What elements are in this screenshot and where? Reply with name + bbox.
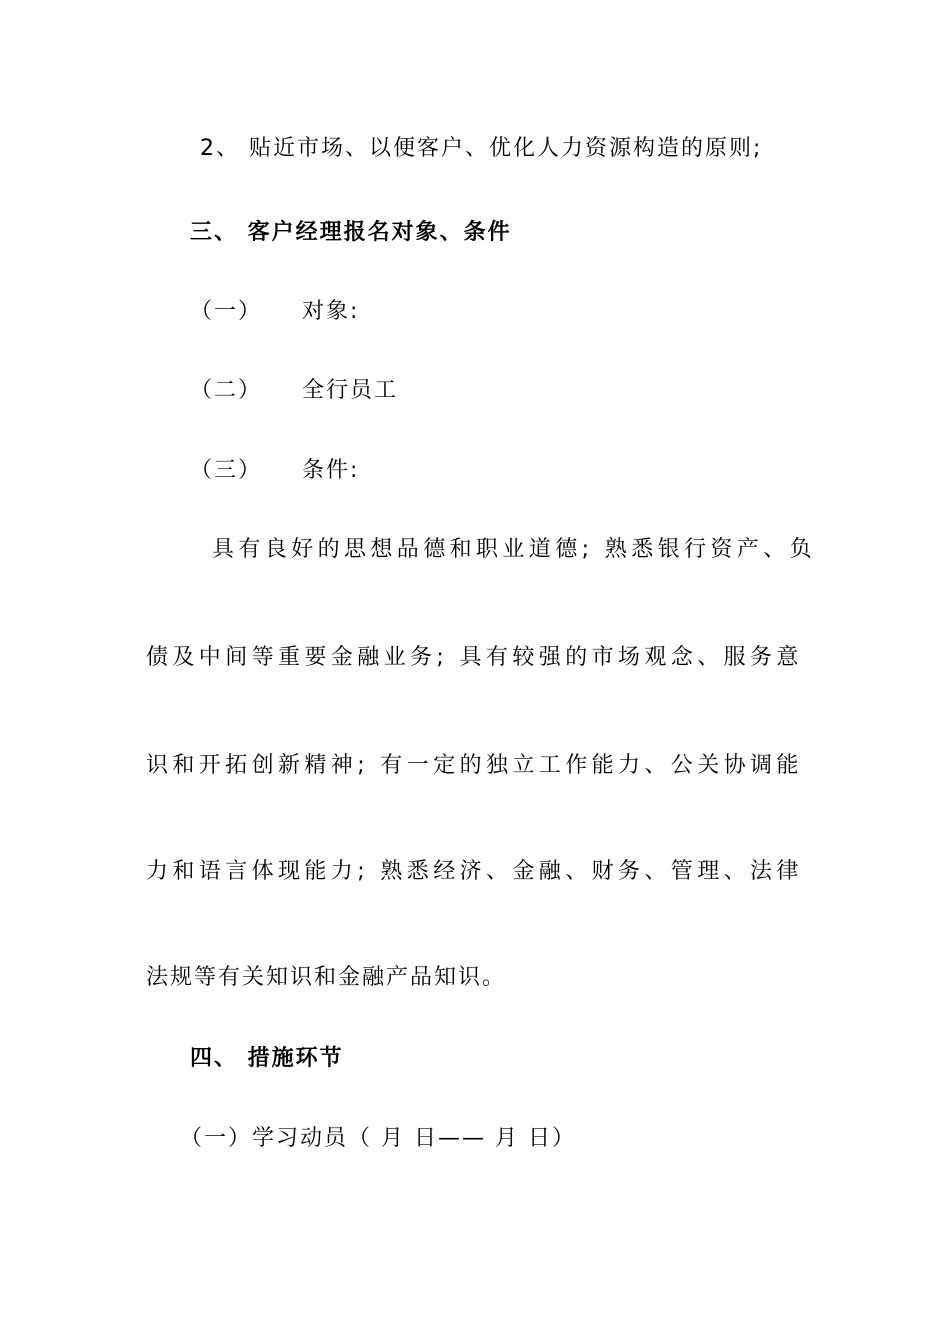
- sub-item-3-text: 条件:: [302, 458, 360, 483]
- sub-item-2-marker: （二）: [190, 378, 263, 403]
- paragraph-line: 识和开拓创新精神; 有一定的独立工作能力、公关协调能: [146, 753, 803, 778]
- list-item-2: 2、 贴近市场、以便客户、优化人力资源构造的原则;: [200, 136, 763, 161]
- conditions-paragraph: [146, 535, 817, 995]
- paragraph-line: 法规等有关知识和金融产品知识。: [146, 965, 507, 990]
- sub-item-1: [190, 297, 359, 327]
- sub-item-1-marker: （一）: [190, 299, 263, 324]
- step-1: （一）学习动员（ 月 日—— 月 日）: [180, 1126, 576, 1151]
- sub-item-2-text: 全行员工: [302, 378, 399, 403]
- paragraph-line: 债及中间等重要金融业务; 具有较强的市场观念、服务意: [146, 645, 803, 670]
- sub-item-3-marker: （三）: [190, 458, 263, 483]
- sub-item-1-text: 对象:: [302, 299, 360, 324]
- sub-item-2: [190, 376, 398, 406]
- paragraph-line: 力和语言体现能力; 熟悉经济、金融、财务、管理、法律: [146, 859, 803, 884]
- sub-item-3: [190, 456, 359, 486]
- section-4-heading: 四、 措施环节: [190, 1046, 344, 1071]
- paragraph-line: 具有良好的思想品德和职业道德; 熟悉银行资产、负: [212, 537, 817, 562]
- section-3-heading: 三、 客户经理报名对象、条件: [190, 220, 512, 245]
